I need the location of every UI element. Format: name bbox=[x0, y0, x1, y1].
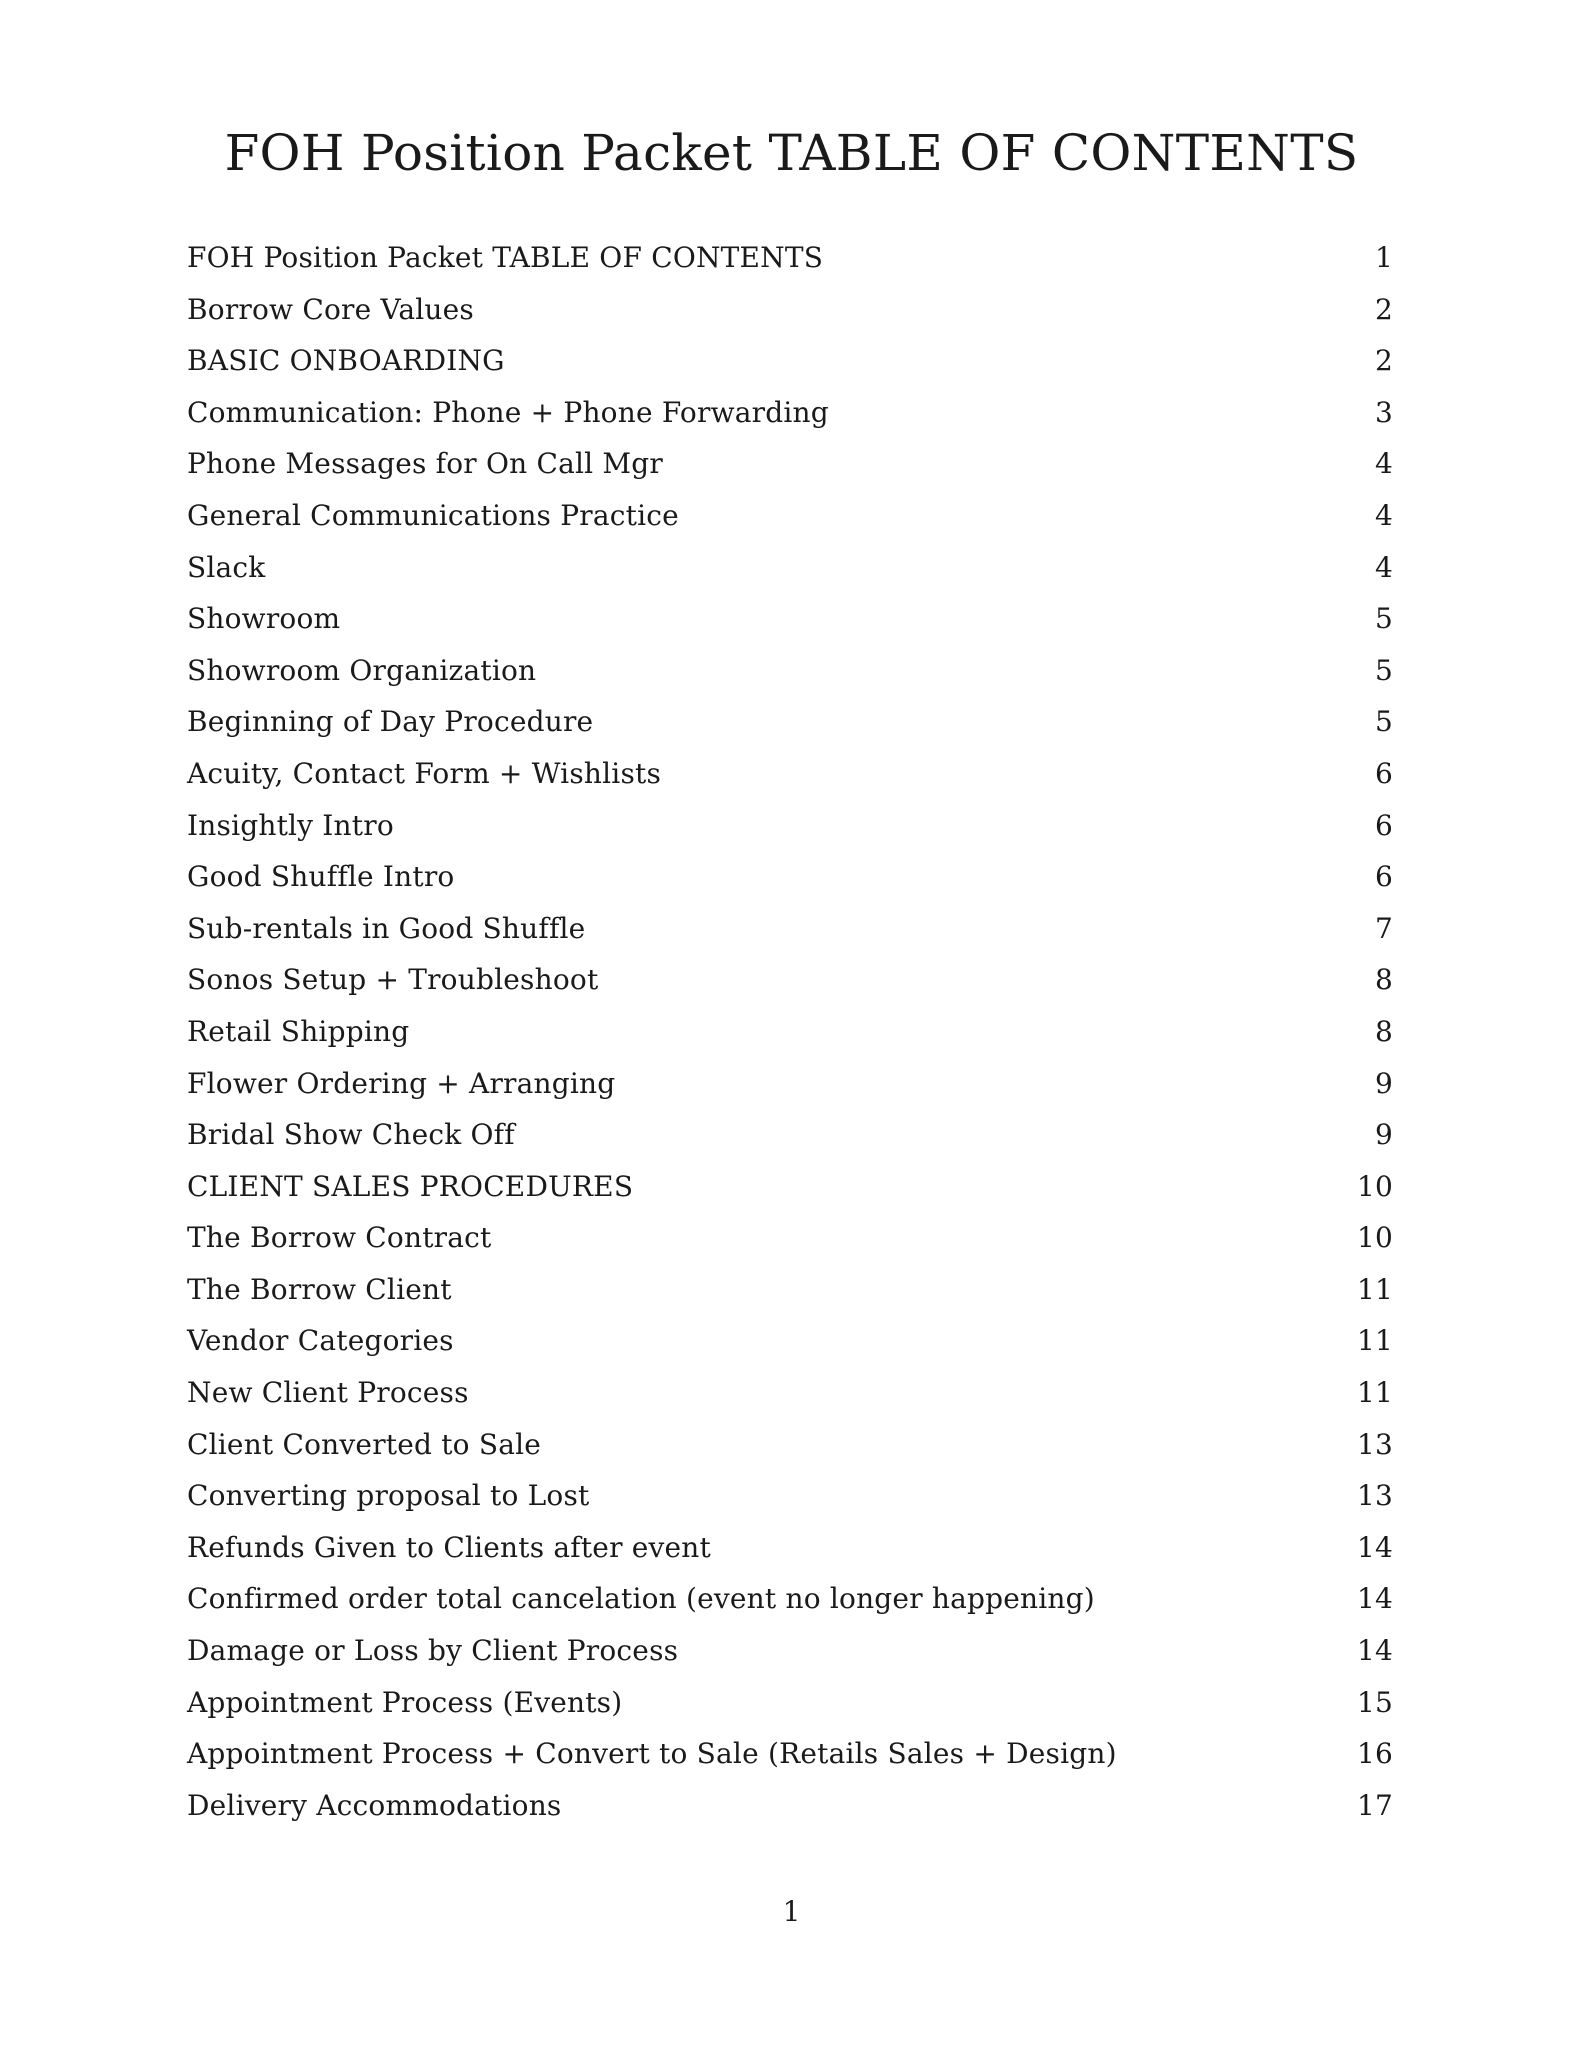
toc-entry-page: 9 bbox=[1374, 1066, 1393, 1100]
toc-entry-page: 1 bbox=[1374, 241, 1393, 274]
toc-entry-page: 14 bbox=[1356, 1634, 1393, 1668]
toc-entry-title: Appointment Process + Convert to Sale (Retails Sales + Design) bbox=[187, 1737, 1117, 1771]
toc-entry-page: 13 bbox=[1356, 1427, 1393, 1461]
toc-entry bbox=[187, 1062, 1393, 1114]
toc-entry-title: Refunds Given to Clients after event bbox=[187, 1530, 711, 1564]
toc-entry-title: Bridal Show Check Off bbox=[187, 1118, 515, 1152]
toc-entry bbox=[187, 958, 1393, 1010]
toc-entry-title: Vendor Categories bbox=[187, 1324, 454, 1358]
toc-entry-page: 14 bbox=[1356, 1582, 1393, 1616]
toc-entry-page: 14 bbox=[1356, 1530, 1393, 1564]
toc-entry bbox=[187, 1526, 1393, 1578]
toc-entry bbox=[187, 649, 1393, 701]
toc-entry-page: 3 bbox=[1374, 395, 1393, 429]
toc-entry-page: 17 bbox=[1356, 1788, 1393, 1822]
toc-entry-title: Confirmed order total cancelation (event no longer happening) bbox=[187, 1582, 1095, 1616]
toc-entry-page: 6 bbox=[1374, 808, 1393, 842]
table-of-contents bbox=[187, 236, 1393, 1835]
toc-entry-title: Flower Ordering + Arranging bbox=[187, 1066, 616, 1100]
toc-entry-page: 13 bbox=[1356, 1479, 1393, 1513]
toc-entry-page: 9 bbox=[1374, 1118, 1393, 1152]
toc-entry bbox=[187, 339, 1393, 391]
page-number: 1 bbox=[782, 1895, 801, 1928]
toc-entry bbox=[187, 1371, 1393, 1423]
toc-entry-title: New Client Process bbox=[187, 1376, 469, 1410]
toc-entry bbox=[187, 1784, 1393, 1836]
toc-entry bbox=[187, 752, 1393, 804]
toc-entry bbox=[187, 1629, 1393, 1681]
toc-entry-title: Insightly Intro bbox=[187, 808, 394, 842]
toc-entry-page: 16 bbox=[1356, 1737, 1393, 1771]
toc-entry-title: Acuity, Contact Form + Wishlists bbox=[187, 756, 662, 790]
toc-entry-title: Converting proposal to Lost bbox=[187, 1479, 590, 1513]
toc-entry-title: Showroom Organization bbox=[187, 653, 537, 687]
toc-entry-page: 7 bbox=[1374, 911, 1393, 945]
toc-entry bbox=[187, 494, 1393, 546]
toc-entry bbox=[187, 855, 1393, 907]
toc-entry-page: 11 bbox=[1356, 1324, 1393, 1358]
toc-entry-title: Delivery Accommodations bbox=[187, 1788, 562, 1822]
toc-entry-title: Slack bbox=[187, 550, 266, 584]
toc-entry bbox=[187, 1010, 1393, 1062]
toc-entry bbox=[187, 700, 1393, 752]
toc-entry bbox=[187, 442, 1393, 494]
toc-entry-title: General Communications Practice bbox=[187, 498, 679, 532]
toc-entry-title: Phone Messages for On Call Mgr bbox=[187, 447, 663, 481]
toc-entry-title: Beginning of Day Procedure bbox=[187, 705, 594, 739]
toc-entry-title: Appointment Process (Events) bbox=[187, 1685, 623, 1719]
toc-entry-page: 5 bbox=[1374, 602, 1393, 636]
toc-entry bbox=[187, 804, 1393, 856]
toc-entry bbox=[187, 288, 1393, 340]
toc-entry bbox=[187, 1216, 1393, 1268]
toc-entry bbox=[187, 546, 1393, 598]
toc-entry-page: 6 bbox=[1374, 756, 1393, 790]
toc-entry bbox=[187, 1423, 1393, 1475]
toc-entry-page: 4 bbox=[1374, 447, 1393, 481]
toc-entry bbox=[187, 1268, 1393, 1320]
toc-entry-page: 5 bbox=[1374, 653, 1393, 687]
toc-entry-title: BASIC ONBOARDING bbox=[187, 344, 505, 378]
toc-entry-title: Communication: Phone + Phone Forwarding bbox=[187, 395, 829, 429]
toc-entry-page: 11 bbox=[1356, 1376, 1393, 1410]
toc-entry-title: Borrow Core Values bbox=[187, 292, 474, 326]
toc-entry bbox=[187, 1165, 1393, 1217]
page-title: FOH Position Packet TABLE OF CONTENTS bbox=[224, 124, 1359, 182]
toc-entry bbox=[187, 1732, 1393, 1784]
toc-entry-title: The Borrow Contract bbox=[187, 1221, 492, 1255]
toc-entry-title: Retail Shipping bbox=[187, 1014, 410, 1048]
toc-entry-page: 2 bbox=[1374, 344, 1393, 378]
toc-entry bbox=[187, 1113, 1393, 1165]
toc-entry-page: 4 bbox=[1374, 498, 1393, 532]
toc-entry-page: 8 bbox=[1374, 963, 1393, 997]
toc-entry-page: 11 bbox=[1356, 1272, 1393, 1306]
toc-entry-page: 10 bbox=[1356, 1169, 1393, 1203]
toc-entry-page: 15 bbox=[1356, 1685, 1393, 1719]
toc-entry bbox=[187, 597, 1393, 649]
toc-entry-page: 6 bbox=[1374, 860, 1393, 894]
toc-entry bbox=[187, 907, 1393, 959]
toc-entry-page: 5 bbox=[1374, 705, 1393, 739]
toc-entry bbox=[187, 1474, 1393, 1526]
toc-entry-title: Good Shuffle Intro bbox=[187, 860, 455, 894]
toc-entry bbox=[187, 236, 1393, 288]
toc-entry-page: 8 bbox=[1374, 1014, 1393, 1048]
toc-entry bbox=[187, 1681, 1393, 1733]
toc-entry-page: 4 bbox=[1374, 550, 1393, 584]
toc-entry bbox=[187, 1319, 1393, 1371]
toc-entry-title: Damage or Loss by Client Process bbox=[187, 1634, 679, 1668]
toc-entry-title: The Borrow Client bbox=[187, 1272, 452, 1306]
toc-entry-title: Sonos Setup + Troubleshoot bbox=[187, 963, 599, 997]
toc-entry-title: Showroom bbox=[187, 602, 341, 636]
toc-entry-title: FOH Position Packet TABLE OF CONTENTS bbox=[187, 241, 824, 274]
toc-entry-title: Sub-rentals in Good Shuffle bbox=[187, 911, 586, 945]
toc-entry-title: CLIENT SALES PROCEDURES bbox=[187, 1169, 634, 1203]
toc-entry bbox=[187, 1577, 1393, 1629]
toc-entry-page: 10 bbox=[1356, 1221, 1393, 1255]
toc-entry-title: Client Converted to Sale bbox=[187, 1427, 542, 1461]
toc-entry bbox=[187, 391, 1393, 443]
toc-entry-page: 2 bbox=[1374, 292, 1393, 326]
